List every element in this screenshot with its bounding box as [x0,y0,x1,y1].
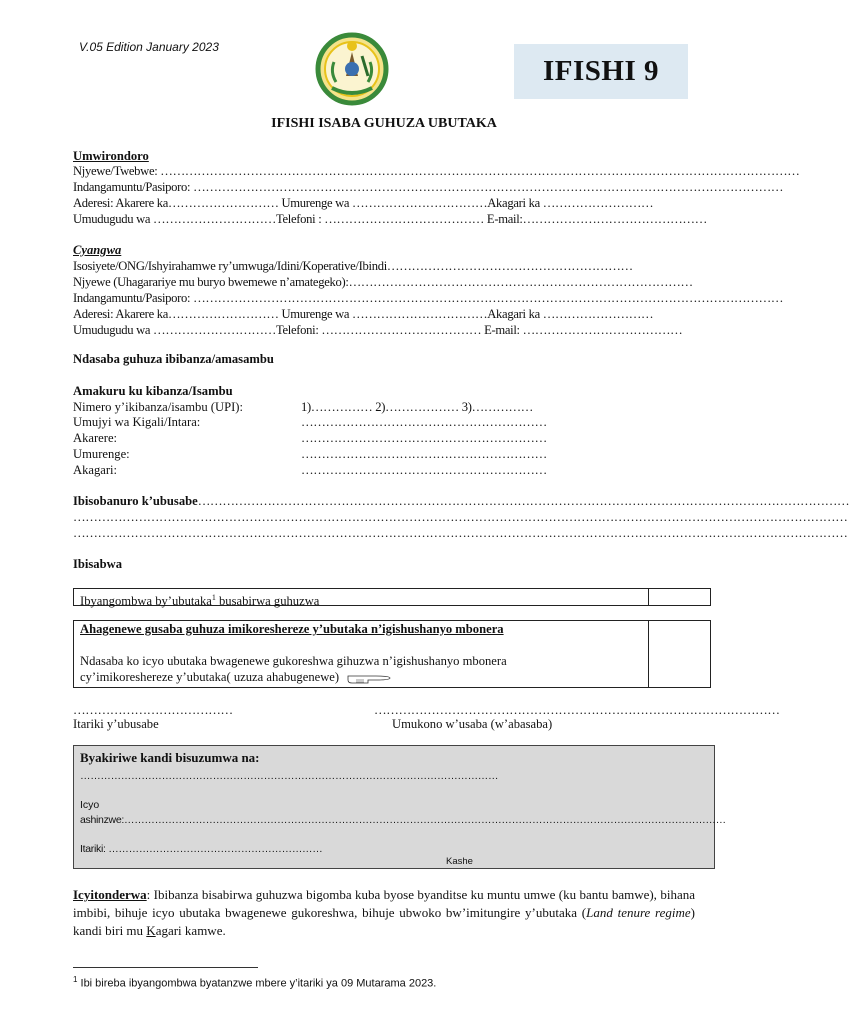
review-stamp-label: Kashe [446,856,473,867]
profile-id-field[interactable]: Indangamuntu/Pasiporo: ……………………………………………………………………………………………………………………………… [73,180,784,194]
plot-info-heading: Amakuru ku kibanza/Isambu [73,384,233,398]
representative-field[interactable]: Njyewe (Uhagarariye mu buryo bwemewe n’amategeko):………………………………………………………………………… [73,275,693,289]
plot-upi-label: Nimero y’ikibanza/isambu (UPI): [73,400,243,414]
pointing-hand-icon [346,671,392,685]
plot-cell-field[interactable]: …………………………………………………… [301,463,547,477]
attachment-row-2-line-2: cy’imikoreshereze y’ubutaka( uzuza ahabugenewe) [80,670,392,685]
plot-province-field[interactable]: …………………………………………………… [301,415,547,429]
plot-sector-label: Umurenge: [73,447,130,461]
plot-cell-label: Akagari: [73,463,118,477]
plot-sector-field[interactable]: …………………………………………………… [301,447,547,461]
explanation-line-2[interactable]: ……………………………………………………………………………………………………………………………………………………………………… [73,510,848,524]
plot-province-label: Umujyi wa Kigali/Intara: [73,415,201,429]
note-label: Icyitonderwa [73,887,147,902]
profile-village-field[interactable]: Umudugudu wa …………………………Telefoni : ………………………………… E-mail:……………………………………… [73,212,708,226]
attachment-row-1-label: Ibyangombwa by’ubutaka$^1$ busabirwa guhuzwa [80,593,320,609]
or-id-field[interactable]: Indangamuntu/Pasiporo: ……………………………………………………………………………………………………………………………… [73,291,784,305]
plot-district-field[interactable]: …………………………………………………… [301,431,547,445]
footnote-rule [73,967,258,968]
date-field[interactable]: ………………………………… [73,703,233,717]
explanation-dots: …………………………………………………………………………………………………………………………………………… [197,494,849,508]
profile-heading: Umwirondoro [73,149,149,163]
profile-address-field[interactable]: Aderesi: Akarere ka……………………… Umurenge wa ……………………………Akagari ka ……………………… [73,196,654,210]
attachment-row-2-title: Ahagenewe gusaba guhuza imikoreshereze y’ubutaka n’igishushanyo mbonera [80,622,504,636]
plot-district-label: Akarere: [73,431,118,445]
edition-label: V.05 Edition January 2023 [79,40,219,54]
review-title: Byakiriwe kandi bisuzumwa na: [80,750,260,765]
attachment-row-2 [73,620,711,688]
review-receiver-field[interactable]: …………………………………………………………………………………………………………… [80,770,499,782]
explanation-label: Ibisobanuro k’ubusabe [73,494,198,508]
or-heading: Cyangwa [73,243,122,257]
form-number-badge: IFISHI 9 [514,44,688,99]
footnote: $^1$ Ibi bireba ibyangombwa byatanzwe mbere y’itariki ya 09 Mutarama 2023. [73,975,437,990]
signature-field[interactable]: ……………………………………………………………………………………… [374,703,780,717]
rwanda-coat-of-arms-seal [316,32,388,106]
plot-upi-field[interactable]: 1)…………… 2)……………… 3)…………… [301,400,534,414]
attachments-heading: Ibisabwa [73,557,122,571]
explanation-line-3[interactable]: ……………………………………………………………………………………………………………………………………………………………………… [73,526,848,540]
review-officer-field[interactable]: ashinzwe:…………………………………………………………………………………………………………………………………………………………… [80,814,726,826]
document-title: IFISHI ISABA GUHUZA UBUTAKA [271,116,497,131]
attachment-row-2-line-1: Ndasaba ko icyo ubutaka bwagenewe gukoreshwa gihuzwa n’igishushanyo mbonera [80,654,507,668]
or-address-field[interactable]: Aderesi: Akarere ka……………………… Umurenge wa ……………………………Akagari ka ……………………… [73,307,654,321]
request-heading: Ndasaba guhuza ibibanza/amasambu [73,352,274,366]
profile-name-field[interactable]: Njyewe/Twebwe: ………………………………………………………………………………………………………………………………………… [73,164,800,178]
note-paragraph: Icyitonderwa: Ibibanza bisabirwa guhuzwa bigomba kuba byose byanditse ku muntu umwe (ku bantu bamwe), bihana imbibi, bihuje icyo ubutaka bwagenewe gukoreshwa, bihuje ubwoko bw’imitungire y’ubutaka (Land tenure regime) kandi biri mu Kagari kamwe. [73,887,696,938]
explanation-line-1[interactable] [73,494,849,509]
or-village-field[interactable]: Umudugudu wa …………………………Telefoni: ………………………………… E-mail: ………………………………… [73,323,683,337]
company-field[interactable]: Isosiyete/ONG/Ishyirahamwe ry’umwuga/Idini/Koperative/Ibindi…………………………………………………… [73,259,633,273]
review-date-field[interactable]: Itariki: ……………………………………………………… [80,843,323,855]
attachment-row-1 [73,588,711,609]
date-label: Itariki y’ubusabe [73,717,159,731]
review-box [73,745,726,869]
signature-label: Umukono w’usaba (w’abasaba) [392,717,553,731]
review-icyo-label: Icyo [80,799,100,811]
